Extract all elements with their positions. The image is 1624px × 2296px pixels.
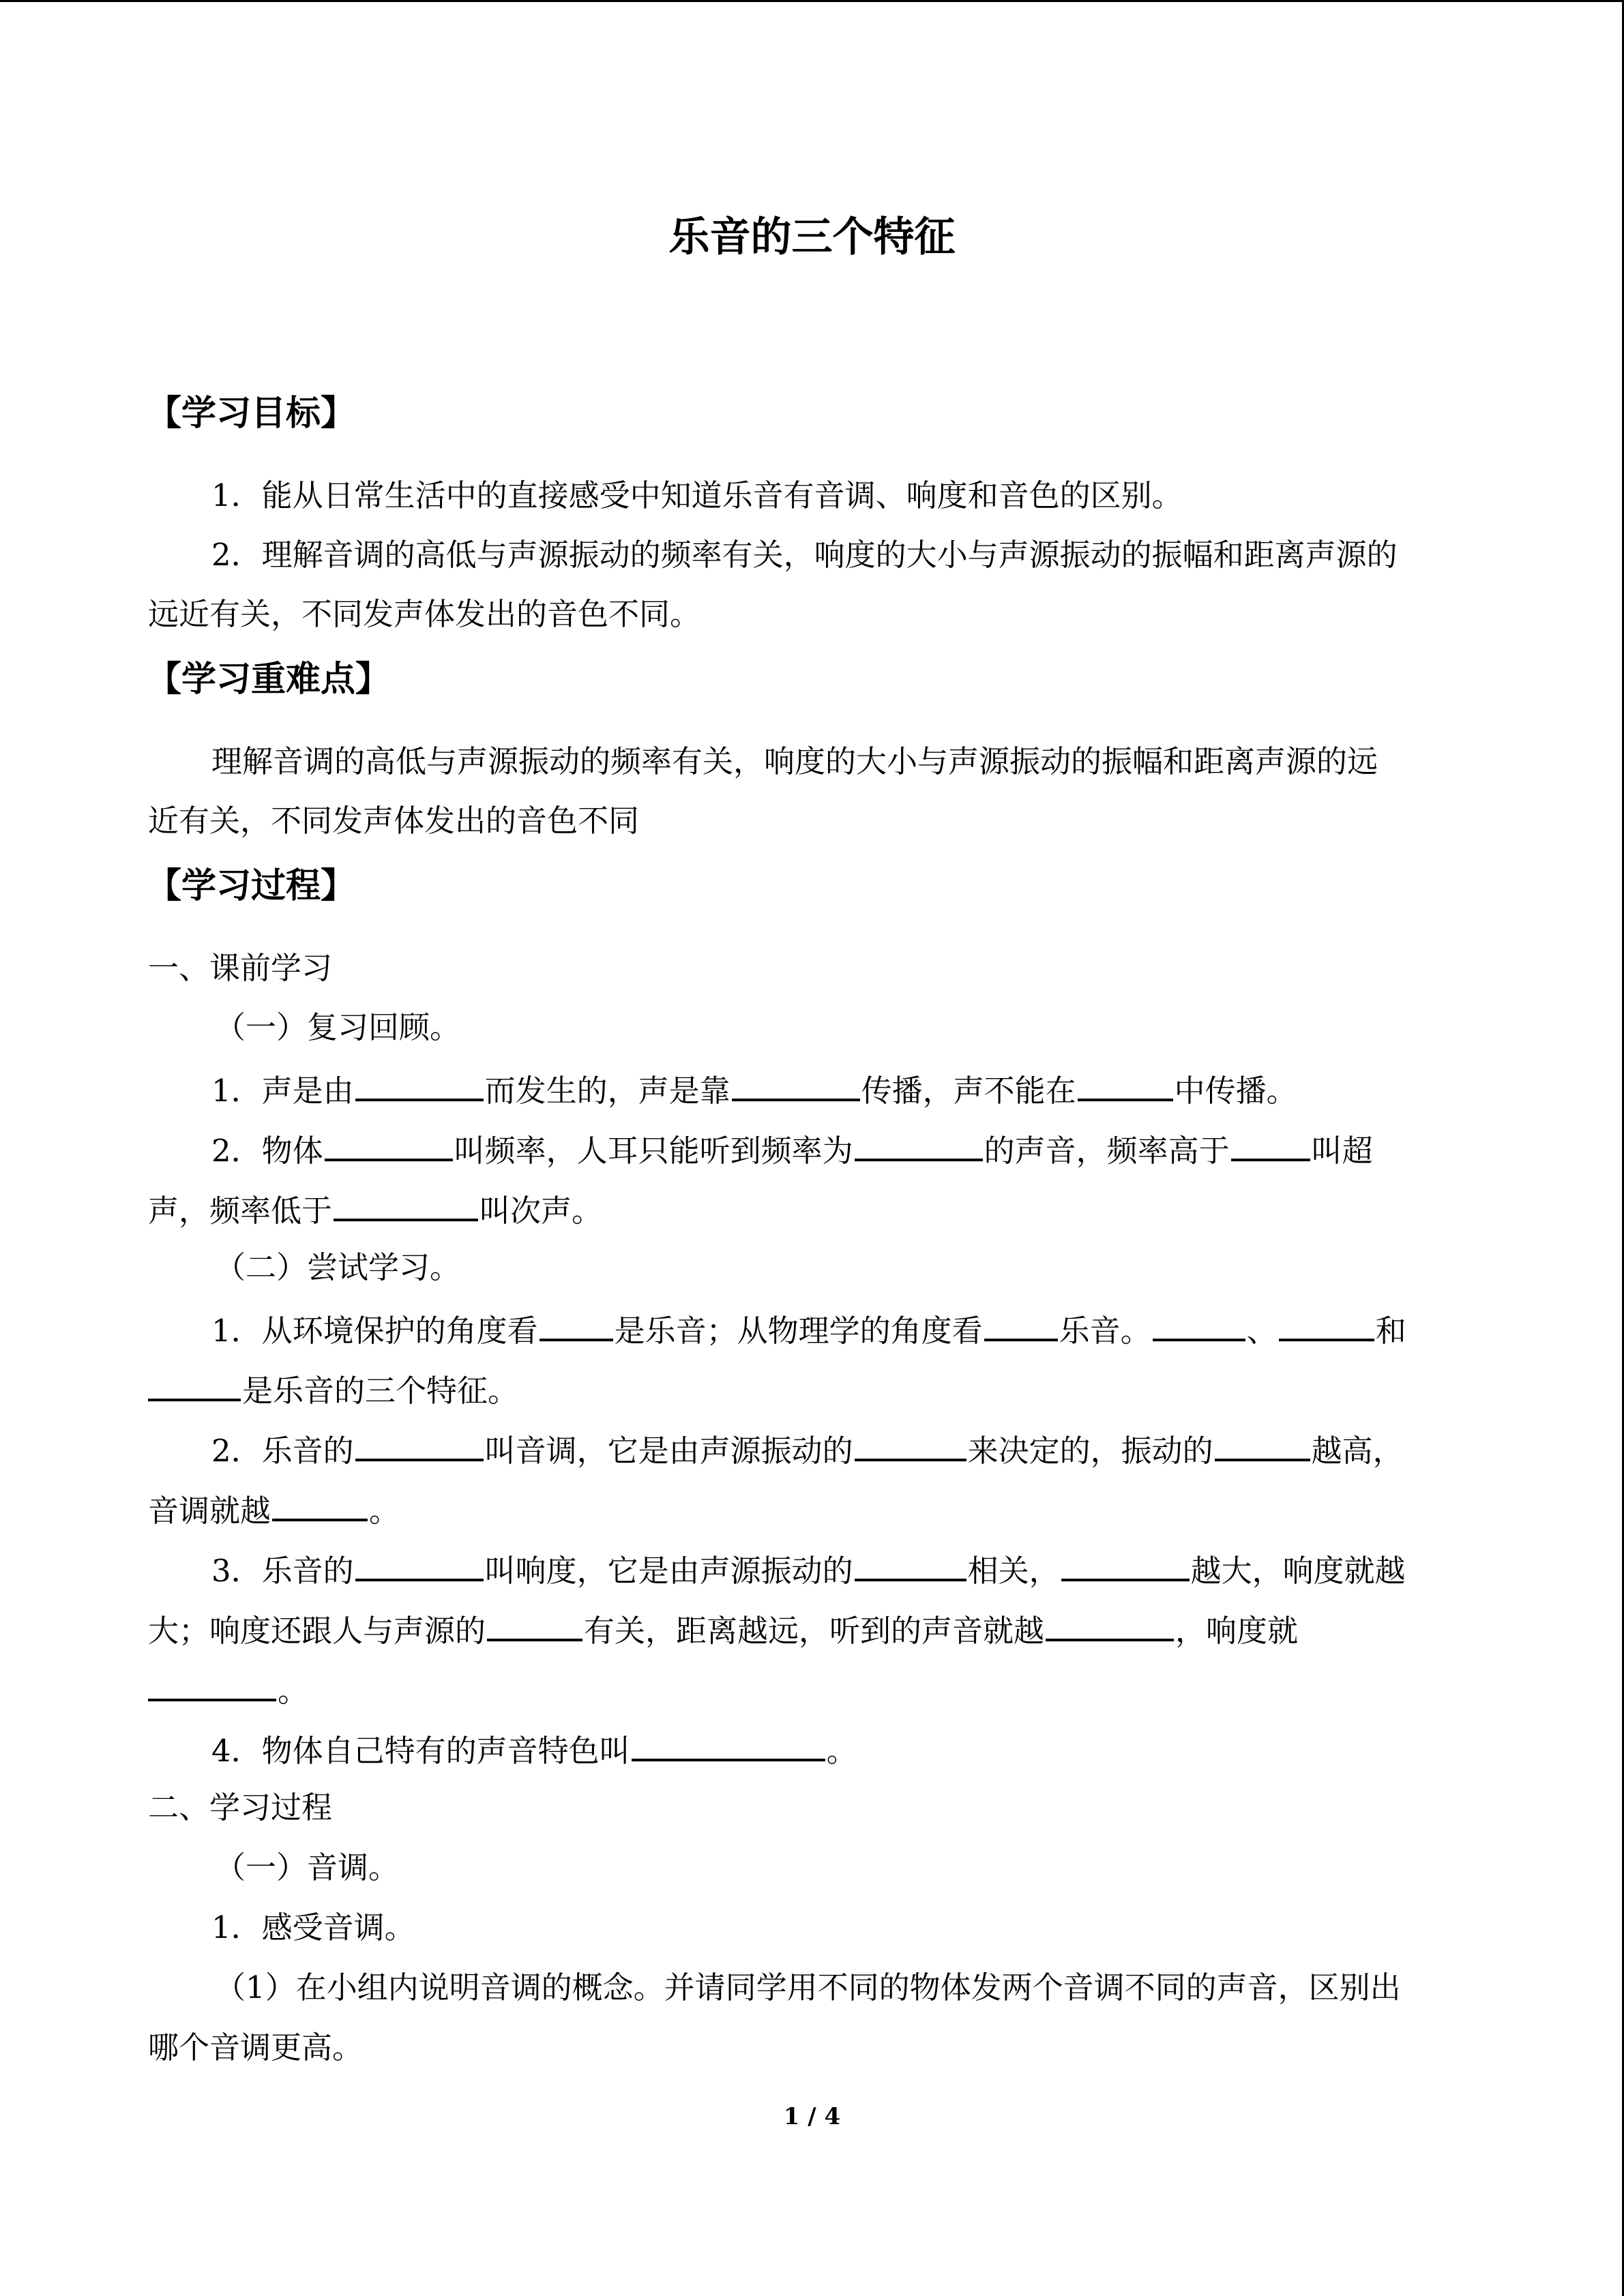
try-item-1: 1．从环境保护的角度看 是乐音；从物理学的角度看 乐音。 、 和 (211, 1307, 1406, 1352)
review-item-2-cont: 声，频率低于 叫次声。 (148, 1187, 602, 1232)
fill-blank[interactable] (148, 1667, 276, 1701)
review-item-2: 2．物体 叫频率，人耳只能听到频率为 的声音，频率高于 叫超 (211, 1127, 1373, 1172)
try-item-3-cont-2: 。 (148, 1667, 308, 1712)
section-heading-key-points: 【学习重难点】 (147, 659, 391, 700)
page-number: 1 / 4 (783, 2103, 841, 2130)
feel-pitch-item: 1．感受音调。 (211, 1909, 415, 1945)
section-heading-goals: 【学习目标】 (147, 393, 356, 434)
fill-blank[interactable] (855, 1127, 983, 1161)
pitch-heading: （一）音调。 (215, 1849, 400, 1885)
fill-blank[interactable] (1231, 1127, 1310, 1161)
fill-blank[interactable] (355, 1547, 484, 1581)
fill-blank[interactable] (984, 1307, 1058, 1341)
fill-blank[interactable] (355, 1067, 484, 1101)
try-heading: （二）尝试学习。 (215, 1249, 461, 1285)
part2-heading: 二、学习过程 (148, 1789, 333, 1825)
key-point-line-1: 理解音调的高低与声源振动的频率有关，响度的大小与声源振动的振幅和距离声源的远 (211, 743, 1378, 779)
page-border-top (0, 0, 1624, 2)
fill-blank[interactable] (325, 1127, 453, 1161)
fill-blank[interactable] (487, 1607, 582, 1641)
page-title: 乐音的三个特征 (668, 213, 956, 261)
fill-blank[interactable] (855, 1547, 966, 1581)
fill-blank[interactable] (855, 1427, 966, 1461)
fill-blank[interactable] (632, 1727, 825, 1761)
question-1: （1）在小组内说明音调的概念。并请同学用不同的物体发两个音调不同的声音，区别出 (215, 1969, 1401, 2006)
try-item-3: 3．乐音的 叫响度，它是由声源振动的 相关， 越大，响度就越 (211, 1547, 1406, 1592)
try-item-4: 4．物体自己特有的声音特色叫 。 (211, 1727, 857, 1772)
section-heading-process: 【学习过程】 (147, 866, 356, 906)
try-item-2-cont: 音调就越 。 (148, 1487, 400, 1532)
review-item-1: 1．声是由 而发生的，声是靠 传播，声不能在 中传播。 (211, 1067, 1297, 1112)
fill-blank[interactable] (732, 1067, 860, 1101)
fill-blank[interactable] (272, 1487, 368, 1521)
fill-blank[interactable] (1153, 1307, 1245, 1341)
question-1-cont: 哪个音调更高。 (148, 2029, 364, 2066)
fill-blank[interactable] (1046, 1607, 1174, 1641)
fill-blank[interactable] (1061, 1547, 1190, 1581)
try-item-1-cont: 是乐音的三个特征。 (148, 1367, 518, 1412)
fill-blank[interactable] (355, 1427, 484, 1461)
try-item-2: 2．乐音的 叫音调，它是由声源振动的 来决定的，振动的 越高， (211, 1427, 1404, 1472)
try-item-3-cont: 大；响度还跟人与声源的 有关，距离越远，听到的声音就越 ，响度就 (148, 1607, 1298, 1652)
review-heading: （一）复习回顾。 (215, 1009, 461, 1045)
part1-heading: 一、课前学习 (148, 950, 333, 986)
fill-blank[interactable] (148, 1367, 241, 1401)
fill-blank[interactable] (1279, 1307, 1374, 1341)
fill-blank[interactable] (1215, 1427, 1310, 1461)
fill-blank[interactable] (1078, 1067, 1173, 1101)
fill-blank[interactable] (540, 1307, 613, 1341)
goal-item-2-cont: 远近有关，不同发声体发出的音色不同。 (148, 596, 701, 632)
goal-item-2: 2．理解音调的高低与声源振动的频率有关，响度的大小与声源振动的振幅和距离声源的 (211, 537, 1398, 573)
fill-blank[interactable] (334, 1187, 478, 1221)
key-point-line-2: 近有关，不同发声体发出的音色不同 (148, 803, 640, 839)
goal-item-1: 1．能从日常生活中的直接感受中知道乐音有音调、响度和音色的区别。 (211, 477, 1183, 513)
